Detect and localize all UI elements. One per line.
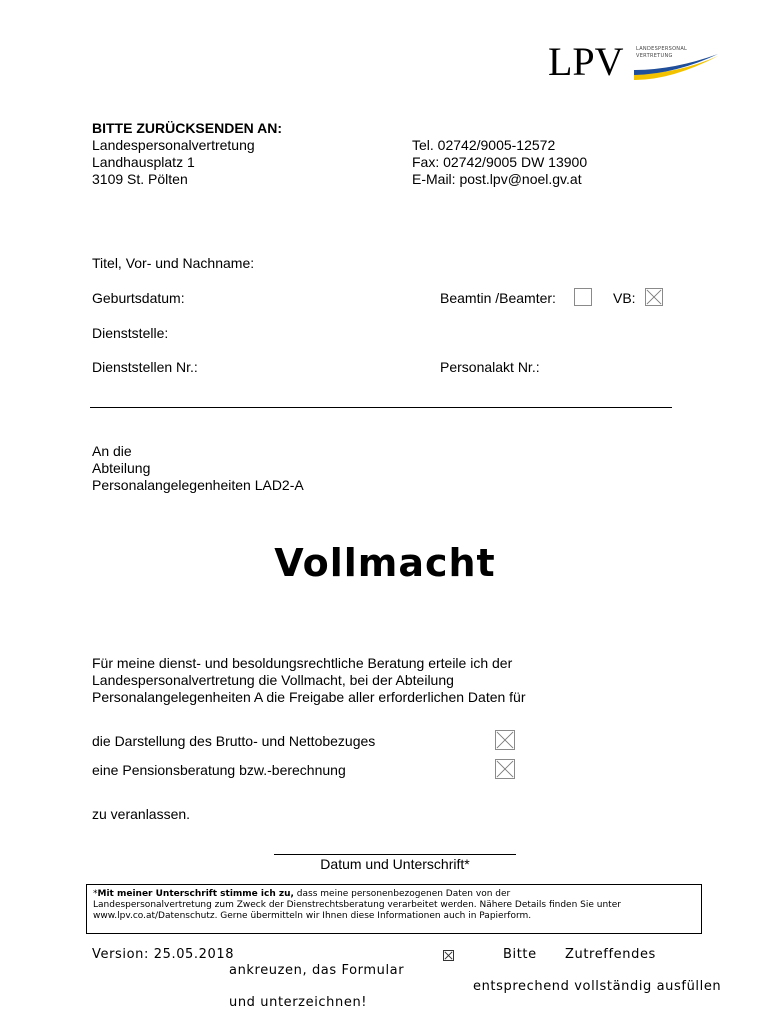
recipient-line2: Abteilung — [92, 460, 151, 476]
footer-line3: entsprechend vollständig ausfüllen — [473, 979, 722, 994]
name-label: Titel, Vor- und Nachname: — [92, 255, 255, 271]
footer-checkbox — [443, 950, 454, 961]
footer-line2: ankreuzen, das Formular — [229, 963, 405, 978]
office-label: Dienststelle: — [92, 325, 169, 341]
return-line3: 3109 St. Pölten — [92, 171, 188, 187]
logo-sub-line2: VERTRETUNG — [636, 53, 673, 59]
contact-fax: Fax: 02742/9005 DW 13900 — [412, 154, 588, 170]
vb-label: VB: — [613, 290, 636, 306]
version-text: Version: 25.05.2018 — [92, 947, 235, 962]
office-nr-label: Dienststellen Nr.: — [92, 359, 198, 375]
logo-text: LPV — [548, 39, 624, 84]
closing-text: zu veranlassen. — [92, 806, 191, 822]
contact-tel: Tel. 02742/9005-12572 — [412, 137, 556, 153]
notice-line1 — [93, 889, 695, 900]
body-line3: Personalangelegenheiten A die Freigabe aller erforderlichen Daten für — [92, 689, 526, 705]
lpv-logo — [548, 40, 728, 88]
body-line1: Für meine dienst- und besoldungsrechtliche Beratung erteile ich der — [92, 655, 513, 671]
return-line2: Landhausplatz 1 — [92, 154, 195, 170]
divider-line — [90, 407, 672, 408]
signature-label: Datum und Unterschrift* — [320, 856, 470, 872]
option-checkbox-gross-net[interactable] — [495, 730, 515, 750]
option-checkbox-pension[interactable] — [495, 759, 515, 779]
notice-star: * — [93, 889, 98, 899]
cross-icon — [646, 289, 662, 305]
notice-rest1: dass meine personenbezogenen Daten von der — [293, 889, 511, 899]
recipient-line3: Personalangelegenheiten LAD2-A — [92, 477, 304, 493]
notice-bold: Mit meiner Unterschrift stimme ich zu, — [97, 889, 294, 899]
beamter-label: Beamtin /Beamter: — [440, 290, 556, 306]
beamter-checkbox[interactable] — [574, 288, 592, 306]
file-nr-label: Personalakt Nr.: — [440, 359, 540, 375]
logo-sub-line1: LANDESPERSONAL — [636, 46, 688, 52]
option-label-pension: eine Pensionsberatung bzw.-berechnung — [92, 762, 346, 778]
body-line2: Landespersonalvertretung die Vollmacht, bei der Abteilung — [92, 672, 454, 688]
option-label-gross-net: die Darstellung des Brutto- und Nettobezuges — [92, 733, 376, 749]
cross-icon — [496, 760, 514, 778]
return-heading: BITTE ZURÜCKSENDEN AN: — [92, 120, 283, 136]
notice-line2: Landespersonalvertretung zum Zweck der Dienstrechtsberatung verarbeitet werden. Nähere Details finden Sie unter — [93, 900, 621, 910]
document-title: Vollmacht — [274, 541, 496, 585]
footer-word1: Bitte — [503, 947, 537, 962]
cross-icon — [444, 951, 453, 960]
signature-line — [274, 854, 516, 855]
return-line1: Landespersonalvertretung — [92, 137, 255, 153]
birthdate-label: Geburtsdatum: — [92, 290, 185, 306]
contact-email: E-Mail: post.lpv@noel.gv.at — [412, 171, 582, 187]
notice-line3: www.lpv.co.at/Datenschutz. Gerne übermitteln wir Ihnen diese Informationen auch in Papierform. — [93, 911, 532, 921]
footer-word2: Zutreffendes — [565, 947, 656, 962]
cross-icon — [496, 731, 514, 749]
recipient-line1: An die — [92, 443, 132, 459]
vb-checkbox[interactable] — [645, 288, 663, 306]
logo-swoosh-icon — [632, 50, 722, 84]
footer-line4: und unterzeichnen! — [229, 995, 368, 1010]
consent-notice — [86, 884, 702, 934]
